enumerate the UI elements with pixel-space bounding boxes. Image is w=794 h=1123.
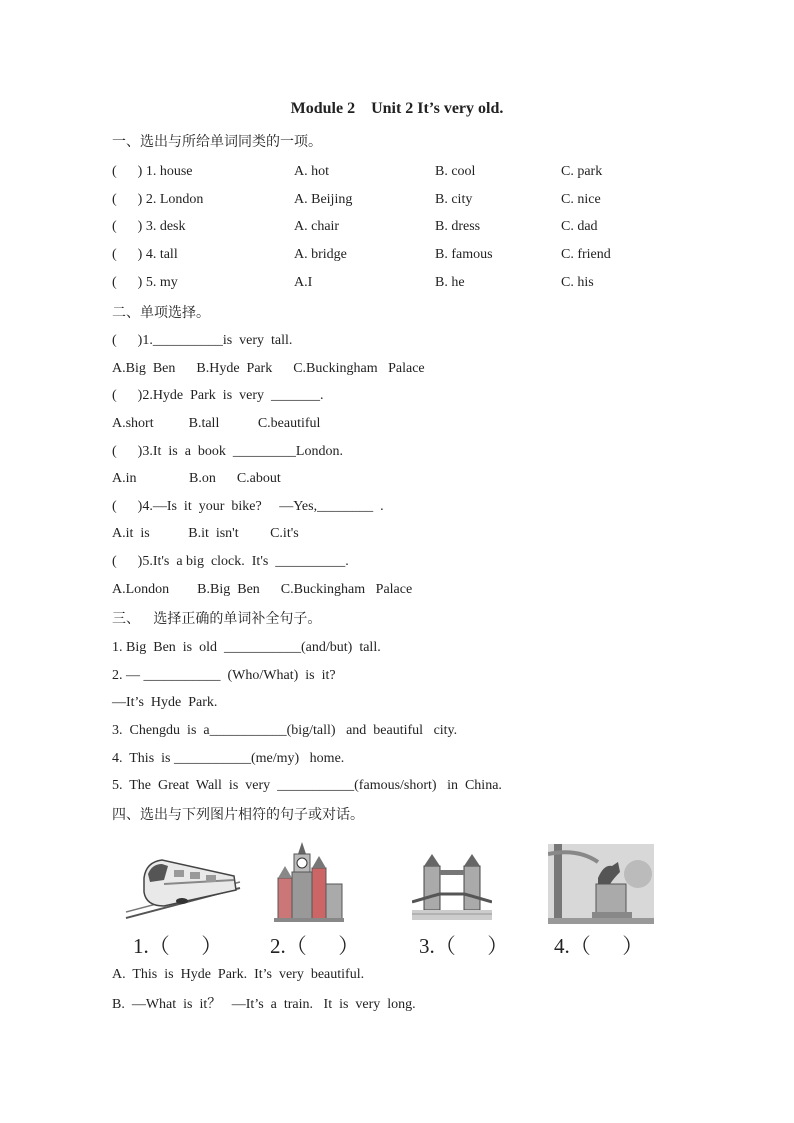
option-b: B. city [435,192,473,207]
page-title: Module 2 Unit 2 It’s very old. [290,100,504,117]
question-line: ( )4.—Is it your bike? —Yes,________ . [112,499,384,514]
section-4-heading: 四、选出与下列图片相符的句子或对话。 [112,807,364,823]
fill-in-sentence: 3. Chengdu is a___________(big/tall) and beautiful city. [112,723,458,738]
picture-4-answer: 4.（ ） [554,934,644,958]
question-line: ( )1.__________is very tall. [112,333,293,348]
question-number: ( ) 2. London [112,192,204,207]
question-number: ( ) 5. my [112,275,178,290]
section-2-heading: 二、单项选择。 [112,305,210,321]
option-c: C. dad [561,219,598,234]
answer-option-a: A. This is Hyde Park. It’s very beautiful. [112,967,365,982]
question-number: ( ) 1. house [112,164,193,179]
hyde-park-statue-picture [548,844,654,924]
picture-2-answer: 2.（ ） [270,934,360,958]
option-c: C. nice [561,192,601,207]
question-line: ( )2.Hyde Park is very _______. [112,388,324,403]
option-c: C. park [561,164,603,179]
option-a: A. bridge [294,247,347,262]
option-b: B. dress [435,219,481,234]
option-c: C. friend [561,247,611,262]
option-b: B. famous [435,247,493,262]
options-line: A.London B.Big Ben C.Buckingham Palace [112,582,413,597]
fill-in-sentence: 1. Big Ben is old ___________(and/but) tall. [112,640,381,655]
section-1-heading: 一、选出与所给单词同类的一项。 [112,134,322,150]
section-3-heading: 三、 选择正确的单词补全句子。 [112,611,322,627]
option-a: A. Beijing [294,192,353,207]
option-b: B. he [435,275,465,290]
question-line: ( )3.It is a book _________London. [112,444,343,459]
fill-in-sentence: 5. The Great Wall is very ___________(famous/short) in China. [112,778,502,793]
options-line: A.in B.on C.about [112,471,281,486]
option-a: A.I [294,275,313,290]
question-line: ( )5.It's a big clock. It's __________. [112,554,349,569]
question-number: ( ) 4. tall [112,247,178,262]
question-number: ( ) 3. desk [112,219,186,234]
fill-in-sentence: 4. This is ___________(me/my) home. [112,751,345,766]
big-ben-picture [272,838,346,924]
option-b: B. cool [435,164,476,179]
options-line: A.Big Ben B.Hyde Park C.Buckingham Palace [112,361,425,376]
option-c: C. his [561,275,594,290]
option-a: A. hot [294,164,329,179]
picture-1-answer: 1.（ ） [133,934,223,958]
option-a: A. chair [294,219,340,234]
fill-in-sentence: —It’s Hyde Park. [112,695,218,710]
picture-3-answer: 3.（ ） [419,934,509,958]
train-picture [124,840,242,922]
tower-bridge-picture [412,852,492,924]
options-line: A.it is B.it isn't C.it's [112,526,299,541]
options-line: A.short B.tall C.beautiful [112,416,321,431]
answer-option-b: B. —What is it？ —It’s a train. It is very long. [112,997,416,1012]
fill-in-sentence: 2. — ___________ (Who/What) is it? [112,668,336,683]
